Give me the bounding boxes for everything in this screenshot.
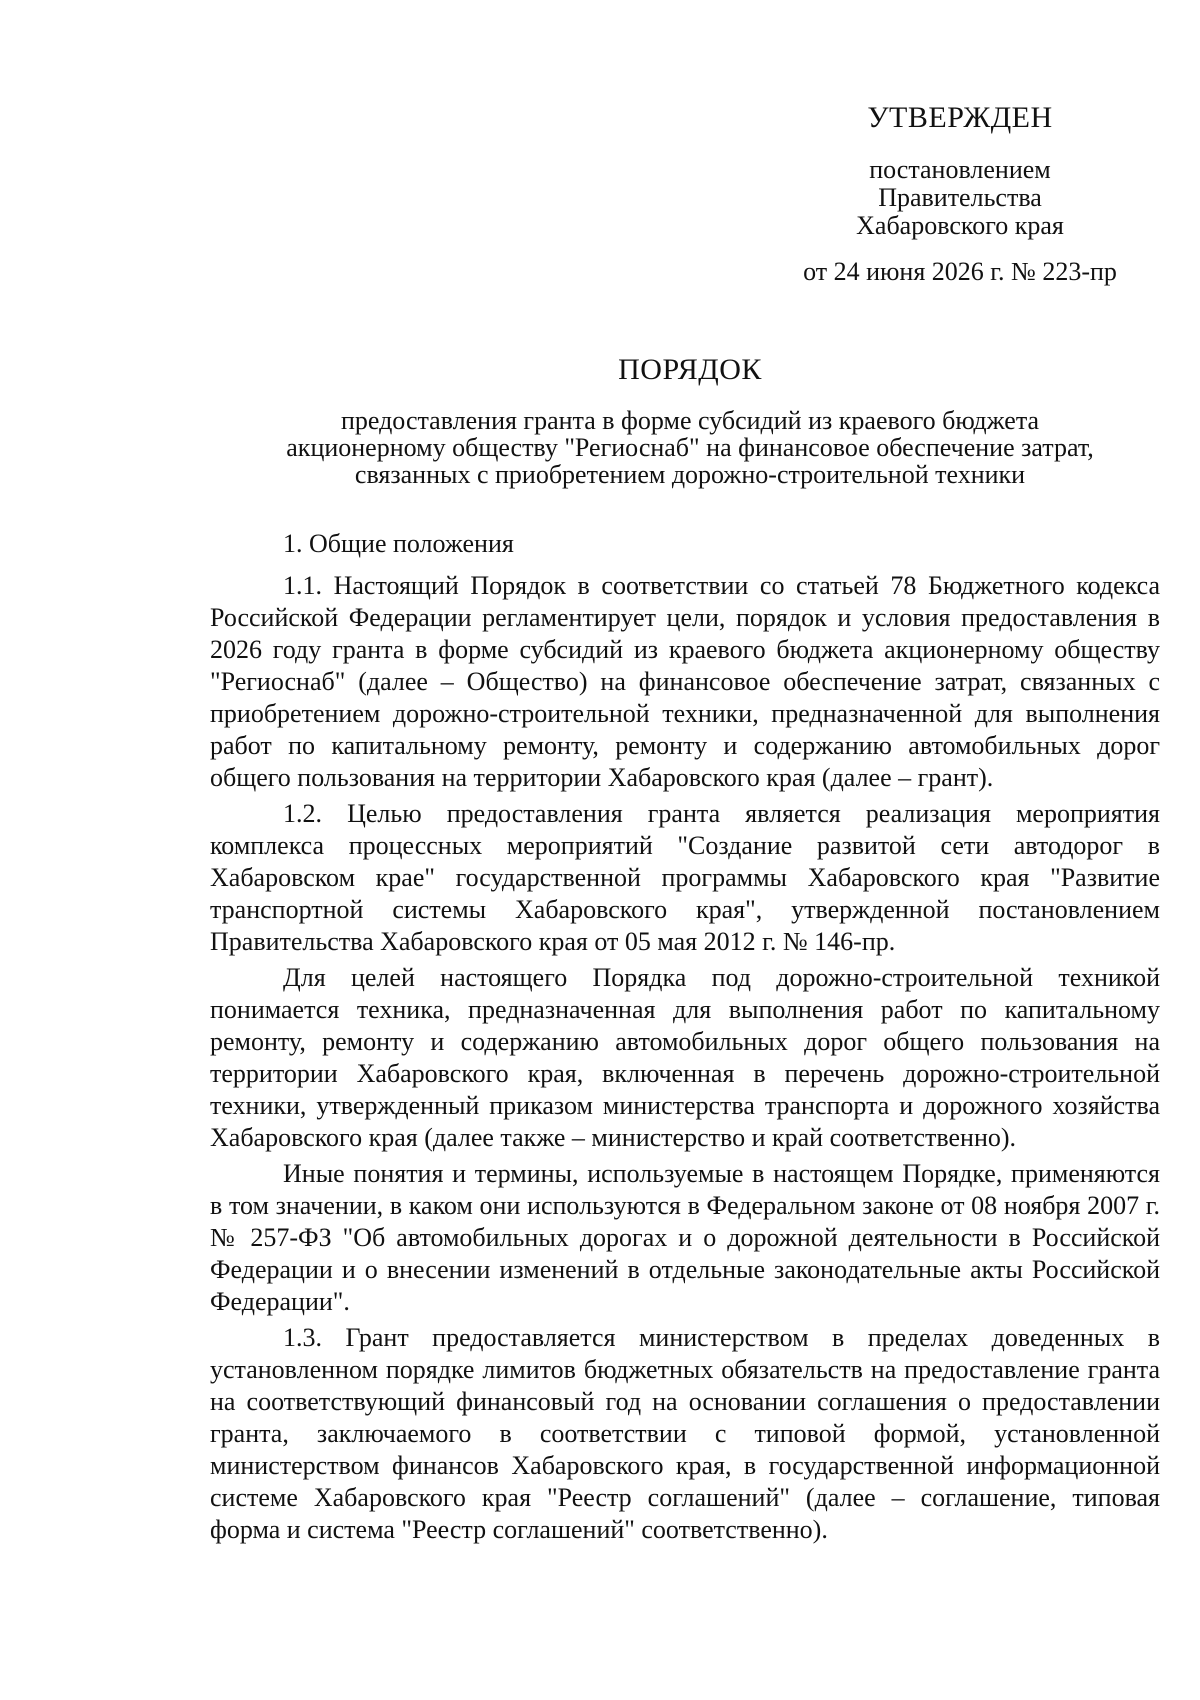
paragraph-1-3: 1.3. Грант предоставляется министерством в пределах доведенных в установленном порядке лимитов бюджетных обязательств на предоставление гранта на соответствующий финансовый год на основании соглашения о предоставлении гранта, заключаемого в соответствии с типовой формой, установленной министерством финансов Хабаровского края, в государственной информационной системе Хабаровского края "Реестр соглашений" (далее – соглашение, типовая форма и система "Реестр соглашений" соответственно).: [210, 1323, 1160, 1544]
paragraph-definition: Для целей настоящего Порядка под дорожно-строительной техникой понимается техника, предназначенная для выполнения работ по капитальному ремонту, ремонту и содержанию автомобильных дорог общего пользования на территории Хабаровского края, включенная в перечень дорожно-строительной техники, утвержденный приказом министерства транспорта и дорожного хозяйства Хабаровского края (далее также – министерство и край соответственно).: [210, 963, 1160, 1152]
approved-heading: УТВЕРЖДЕН: [867, 101, 1053, 134]
document-title: ПОРЯДОК: [618, 353, 762, 386]
paragraph-terms: Иные понятия и термины, используемые в настоящем Порядке, применяются в том значении, в каком они используются в Федеральном законе от 08 ноября 2007 г. № 257-ФЗ "Об автомобильных дорогах и о дорожной деятельности в Российской Федерации и о внесении изменений в отдельные законодательные акты Российской Федерации".: [210, 1159, 1160, 1316]
approval-stamp: [760, 101, 1160, 286]
paragraph-1-1: 1.1. Настоящий Порядок в соответствии со статьей 78 Бюджетного кодекса Российской Федерации регламентирует цели, порядок и условия предоставления в 2026 году гранта в форме субсидий из краевого бюджета акционерному обществу "Региоснаб" (далее – Общество) на финансовое обеспечение затрат, связанных с приобретением дорожно-строительной техники, предназначенной для выполнения работ по капитальному ремонту, ремонту и содержанию автомобильных дорог общего пользования на территории Хабаровского края (далее – грант).: [210, 571, 1160, 792]
approval-line-1: постановлением: [869, 155, 1051, 184]
document-subtitle-line-1: предоставления гранта в форме субсидий из краевого бюджета: [340, 406, 1040, 435]
document-subtitle-line-2: акционерному обществу "Региоснаб" на финансовое обеспечение затрат,: [286, 433, 1094, 462]
approval-line-3: Хабаровского края: [856, 211, 1064, 240]
approval-line-2: Правительства: [878, 183, 1042, 212]
document-subtitle-line-3: связанных с приобретением дорожно-строительной техники: [354, 460, 1026, 489]
document-title-block: [190, 355, 1190, 488]
approval-date-number: от 24 июня 2026 г. № 223-пр: [803, 257, 1117, 286]
paragraph-1-2: 1.2. Целью предоставления гранта является реализация мероприятия комплекса процессных мероприятий "Создание развитой сети автодорог в Хабаровском крае" государственной программы Хабаровского края "Развитие транспортной системы Хабаровского края", утвержденной постановлением Правительства Хабаровского края от 05 мая 2012 г. № 146-пр.: [210, 799, 1160, 956]
section-heading: 1. Общие положения: [283, 529, 514, 558]
document-body: [210, 528, 1160, 1550]
